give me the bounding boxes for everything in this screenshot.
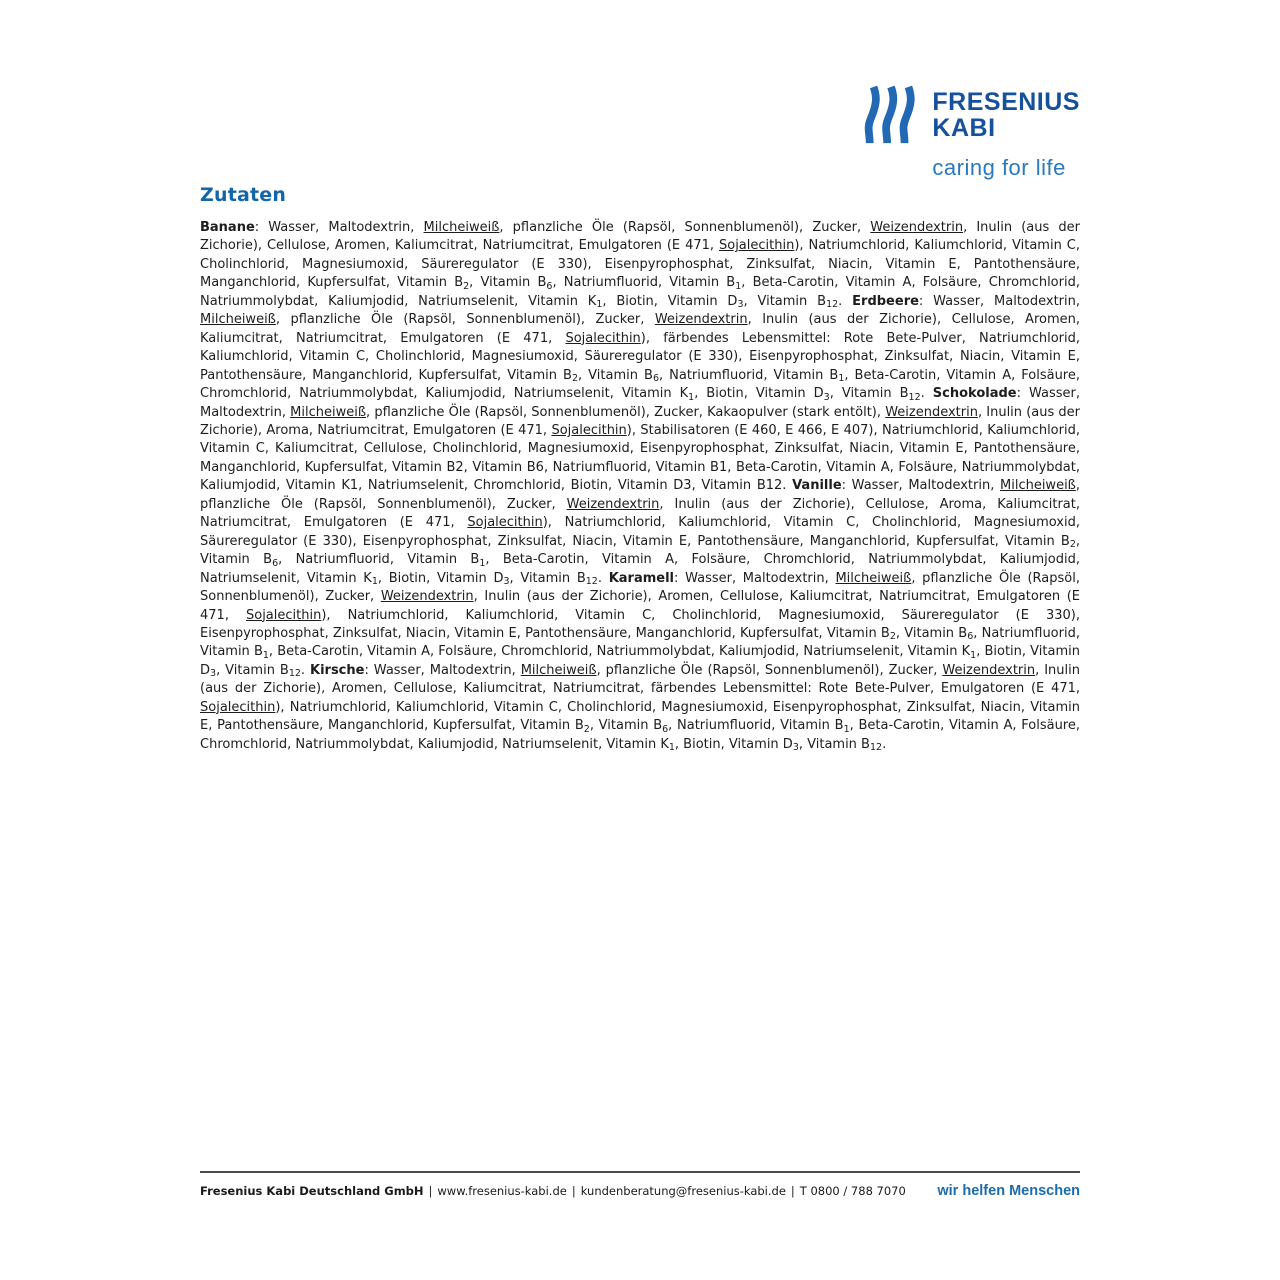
underlined-ingredient: Sojalecithin (551, 422, 627, 438)
brand-line1: FRESENIUS (932, 88, 1080, 116)
subscript: 2 (463, 280, 470, 292)
subscript: 1 (970, 649, 977, 661)
subscript: 6 (272, 557, 279, 569)
footer-separator: | (790, 1184, 795, 1198)
subscript: 3 (737, 299, 744, 311)
subscript: 1 (843, 723, 850, 735)
underlined-ingredient: Milcheiweiß (1000, 478, 1076, 494)
underlined-ingredient: Weizendextrin (566, 496, 660, 512)
underlined-ingredient: Milcheiweiß (423, 220, 500, 235)
subscript: 1 (735, 280, 742, 292)
subscript: 1 (371, 576, 378, 588)
flavor-name: Vanille (792, 478, 842, 494)
subscript: 3 (792, 742, 799, 754)
page-title: Zutaten (200, 184, 287, 206)
underlined-ingredient: Sojalecithin (200, 699, 276, 715)
footer-website: www.fresenius-kabi.de (437, 1184, 567, 1198)
footer-separator: | (428, 1184, 433, 1198)
subscript: 6 (546, 280, 553, 292)
three-waves-icon (860, 84, 922, 146)
flavor-name: Karamell (608, 570, 674, 586)
footer-company-name: Fresenius Kabi Deutschland GmbH (200, 1184, 424, 1198)
logo-row (860, 84, 1080, 146)
underlined-ingredient: Milcheiweiß (520, 662, 597, 678)
ingredients-paragraph: Banane: Wasser, Maltodextrin, Milcheiweiß, pflanzliche Öle (Rapsöl, Sonnenblumenöl), Zucker, Weizendextrin, Inulin (aus der Zichorie), Cellulose, Aromen, Kaliumcitrat, Natriumcitrat, Emulgatoren (E 471, Sojalecithin), Natriumchlorid, Kaliumchlorid, Vitamin C, Cholinchlorid, Magnesiumoxid, Säureregulator (E 330), Eisenpyrophosphat, Zinksulfat, Niacin, Vitamin E, Pantothensäure, Manganchlorid, Kupfersulfat, Vitamin $B_2$, Vitamin $B_6$, Natriumfluorid, Vitamin $B_1$, Beta-Carotin, Vitamin A, Folsäure, Chromchlorid, Natriummolybdat, Kaliumjodid, Natriumselenit, Vitamin $K_1$, Biotin, Vitamin $D_3$, Vitamin $B_{12}$. Erdbeere: Wasser, Maltodextrin, Milcheiweiß, pflanzliche Öle (Rapsöl, Sonnenblumenöl), Zucker, Weizendextrin, Inulin (aus der Zichorie), Cellulose, Aromen, Kaliumcitrat, Natriumcitrat, Emulgatoren (E 471, Sojalecithin), färbendes Lebensmittel: Rote Bete-Pulver, Natriumchlorid, Kaliumchlorid, Vitamin C, Cholinchlorid, Magnesiumoxid, Säureregulator (E 330), Eisenpyrophosphat, Zinksulfat, Niacin, Vitamin E, Pantothensäure, Manganchlorid, Kupfersulfat, Vitamin $B_2$, Vitamin $B_6$, Natriumfluorid, Vitamin $B_1$, Beta-Carotin, Vitamin A, Folsäure, Chromchlorid, Natriummolybdat, Kaliumjodid, Natriumselenit, Vitamin $K_1$, Biotin, Vitamin $D_3$, Vitamin $B_{12}$. Schokolade: Wasser, Maltodextrin, Milcheiweiß, pflanzliche Öle (Rapsöl, Sonnenblumenöl), Zucker, Kakaopulver (stark entölt), Weizendextrin, Inulin (aus der Zichorie), Aroma, Natriumcitrat, Emulgatoren (E 471, Sojalecithin), Stabilisatoren (E 460, E 466, E 407), Natriumchlorid, Kaliumchlorid, Vitamin C, Kaliumcitrat, Cellulose, Cholinchlorid, Magnesiumoxid, Eisenpyrophosphat, Zinksulfat, Niacin, Vitamin E, Pantothensäure, Manganchlorid, Kupfersulfat, Vitamin B2, Vitamin B6, Natriumfluorid, Vitamin B1, Beta-Carotin, Vitamin A, Folsäure, Natriummolybdat, Kaliumjodid, Vitamin K1, Natriumselenit, Chromchlorid, Biotin, Vitamin D3, Vitamin B12. Vanille: Wasser, Maltodextrin, Milcheiweiß, pflanzliche Öle (Rapsöl, Sonnenblumenöl), Zucker, Weizendextrin, Inulin (aus der Zichorie), Cellulose, Aroma, Kaliumcitrat, Natriumcitrat, Emulgatoren (E 471, Sojalecithin), Natriumchlorid, Kaliumchlorid, Vitamin C, Cholinchlorid, Magnesiumoxid, Säureregulator (E 330), Eisenpyrophosphat, Zinksulfat, Niacin, Vitamin E, Pantothensäure, Manganchlorid, Kupfersulfat, Vitamin $B_2$, Vitamin $B_6$, Natriumfluorid, Vitamin $B_1$, Beta-Carotin, Vitamin A, Folsäure, Chromchlorid, Natriummolybdat, Kaliumjodid, Natriumselenit, Vitamin $K_1$, Biotin, Vitamin $D_3$, Vitamin $B_{12}$. Karamell: Wasser, Maltodextrin, Milcheiweiß, pflanzliche Öle (Rapsöl, Sonnenblumenöl), Zucker, Weizendextrin, Inulin (aus der Zichorie), Aromen, Cellulose, Kaliumcitrat, Natriumcitrat, Emulgatoren (E 471, Sojalecithin), Natriumchlorid, Kaliumchlorid, Vitamin C, Cholinchlorid, Magnesiumoxid, Säureregulator (E 330), Eisenpyrophosphat, Zinksulfat, Niacin, Vitamin E, Pantothensäure, Manganchlorid, Kupfersulfat, Vitamin $B_2$, Vitamin $B_6$, Natriumfluorid, Vitamin $B_1$, Beta-Carotin, Vitamin A, Folsäure, Chromchlorid, Natriummolybdat, Kaliumjodid, Natriumselenit, Vitamin $K_1$, Biotin, Vitamin $D_3$, Vitamin $B_{12}$. Kirsche: Wasser, Maltodextrin, Milcheiweiß, pflanzliche Öle (Rapsöl, Sonnenblumenöl), Zucker, Weizendextrin, Inulin (aus der Zichorie), Aromen, Cellulose, Kaliumcitrat, Natriumcitrat, färbendes Lebensmittel: Rote Bete-Pulver, Emulgatoren (E 471, Sojalecithin), Natriumchlorid, Kaliumchlorid, Vitamin C, Cholinchlorid, Magnesiumoxid, Eisenpyrophosphat, Zinksulfat, Niacin, Vitamin E, Pantothensäure, Manganchlorid, Kupfersulfat, Vitamin $B_2$, Vitamin $B_6$, Natriumfluorid, Vitamin $B_1$, Beta-Carotin, Vitamin A, Folsäure, Chromchlorid, Natriummolybdat, Kaliumjodid, Natriumselenit, Vitamin $K_1$, Biotin, Vitamin $D_3$, Vitamin $B_{12}$. (200, 220, 1081, 754)
subscript: 2 (1069, 539, 1076, 551)
footer-slogan: wir helfen Menschen (937, 1183, 1080, 1199)
flavor-name: Erdbeere (852, 293, 919, 309)
subscript: 12 (826, 299, 839, 311)
subscript: 6 (652, 373, 659, 385)
underlined-ingredient: Milcheiweiß (200, 312, 276, 328)
subscript: 2 (583, 723, 590, 735)
footer-phone: T 0800 / 788 7070 (799, 1184, 906, 1198)
subscript: 1 (596, 299, 603, 311)
subscript: 1 (262, 649, 269, 661)
brand-wordmark (932, 84, 1080, 141)
underlined-ingredient: Weizendextrin (380, 589, 474, 605)
underlined-ingredient: Sojalecithin (718, 238, 795, 254)
footer-contact-line (200, 1184, 906, 1198)
footer-email: kundenberatung@fresenius-kabi.de (580, 1184, 786, 1198)
subscript: 1 (479, 557, 486, 569)
subscript: 12 (585, 576, 598, 588)
subscript: 1 (838, 373, 845, 385)
underlined-ingredient: Weizendextrin (942, 662, 1036, 678)
subscript: 6 (967, 631, 974, 643)
underlined-ingredient: Sojalecithin (467, 515, 543, 531)
subscript: 3 (823, 391, 830, 403)
subscript: 2 (571, 373, 579, 385)
underlined-ingredient: Weizendextrin (870, 220, 964, 235)
footer-separator: | (571, 1184, 576, 1198)
underlined-ingredient: Weizendextrin (885, 404, 978, 420)
flavor-name: Banane (200, 220, 255, 235)
subscript: 3 (210, 668, 217, 680)
footer-divider (200, 1171, 1080, 1173)
underlined-ingredient: Milcheiweiß (835, 570, 912, 586)
subscript: 12 (288, 668, 301, 680)
underlined-ingredient: Weizendextrin (654, 312, 748, 328)
subscript: 12 (869, 742, 883, 754)
subscript: 1 (688, 391, 695, 403)
subscript: 2 (889, 631, 896, 643)
subscript: 1 (668, 742, 675, 754)
underlined-ingredient: Sojalecithin (245, 607, 322, 623)
fresenius-kabi-logo (860, 84, 1080, 181)
footer (200, 1183, 1080, 1199)
brand-tagline: caring for life (932, 155, 1066, 180)
subscript: 12 (908, 391, 921, 403)
flavor-name: Kirsche (310, 662, 365, 678)
underlined-ingredient: Milcheiweiß (290, 404, 367, 420)
underlined-ingredient: Sojalecithin (565, 330, 641, 346)
flavor-name: Schokolade (932, 386, 1017, 402)
subscript: 6 (662, 723, 669, 735)
brand-line2: KABI (932, 114, 996, 142)
subscript: 3 (503, 576, 510, 588)
